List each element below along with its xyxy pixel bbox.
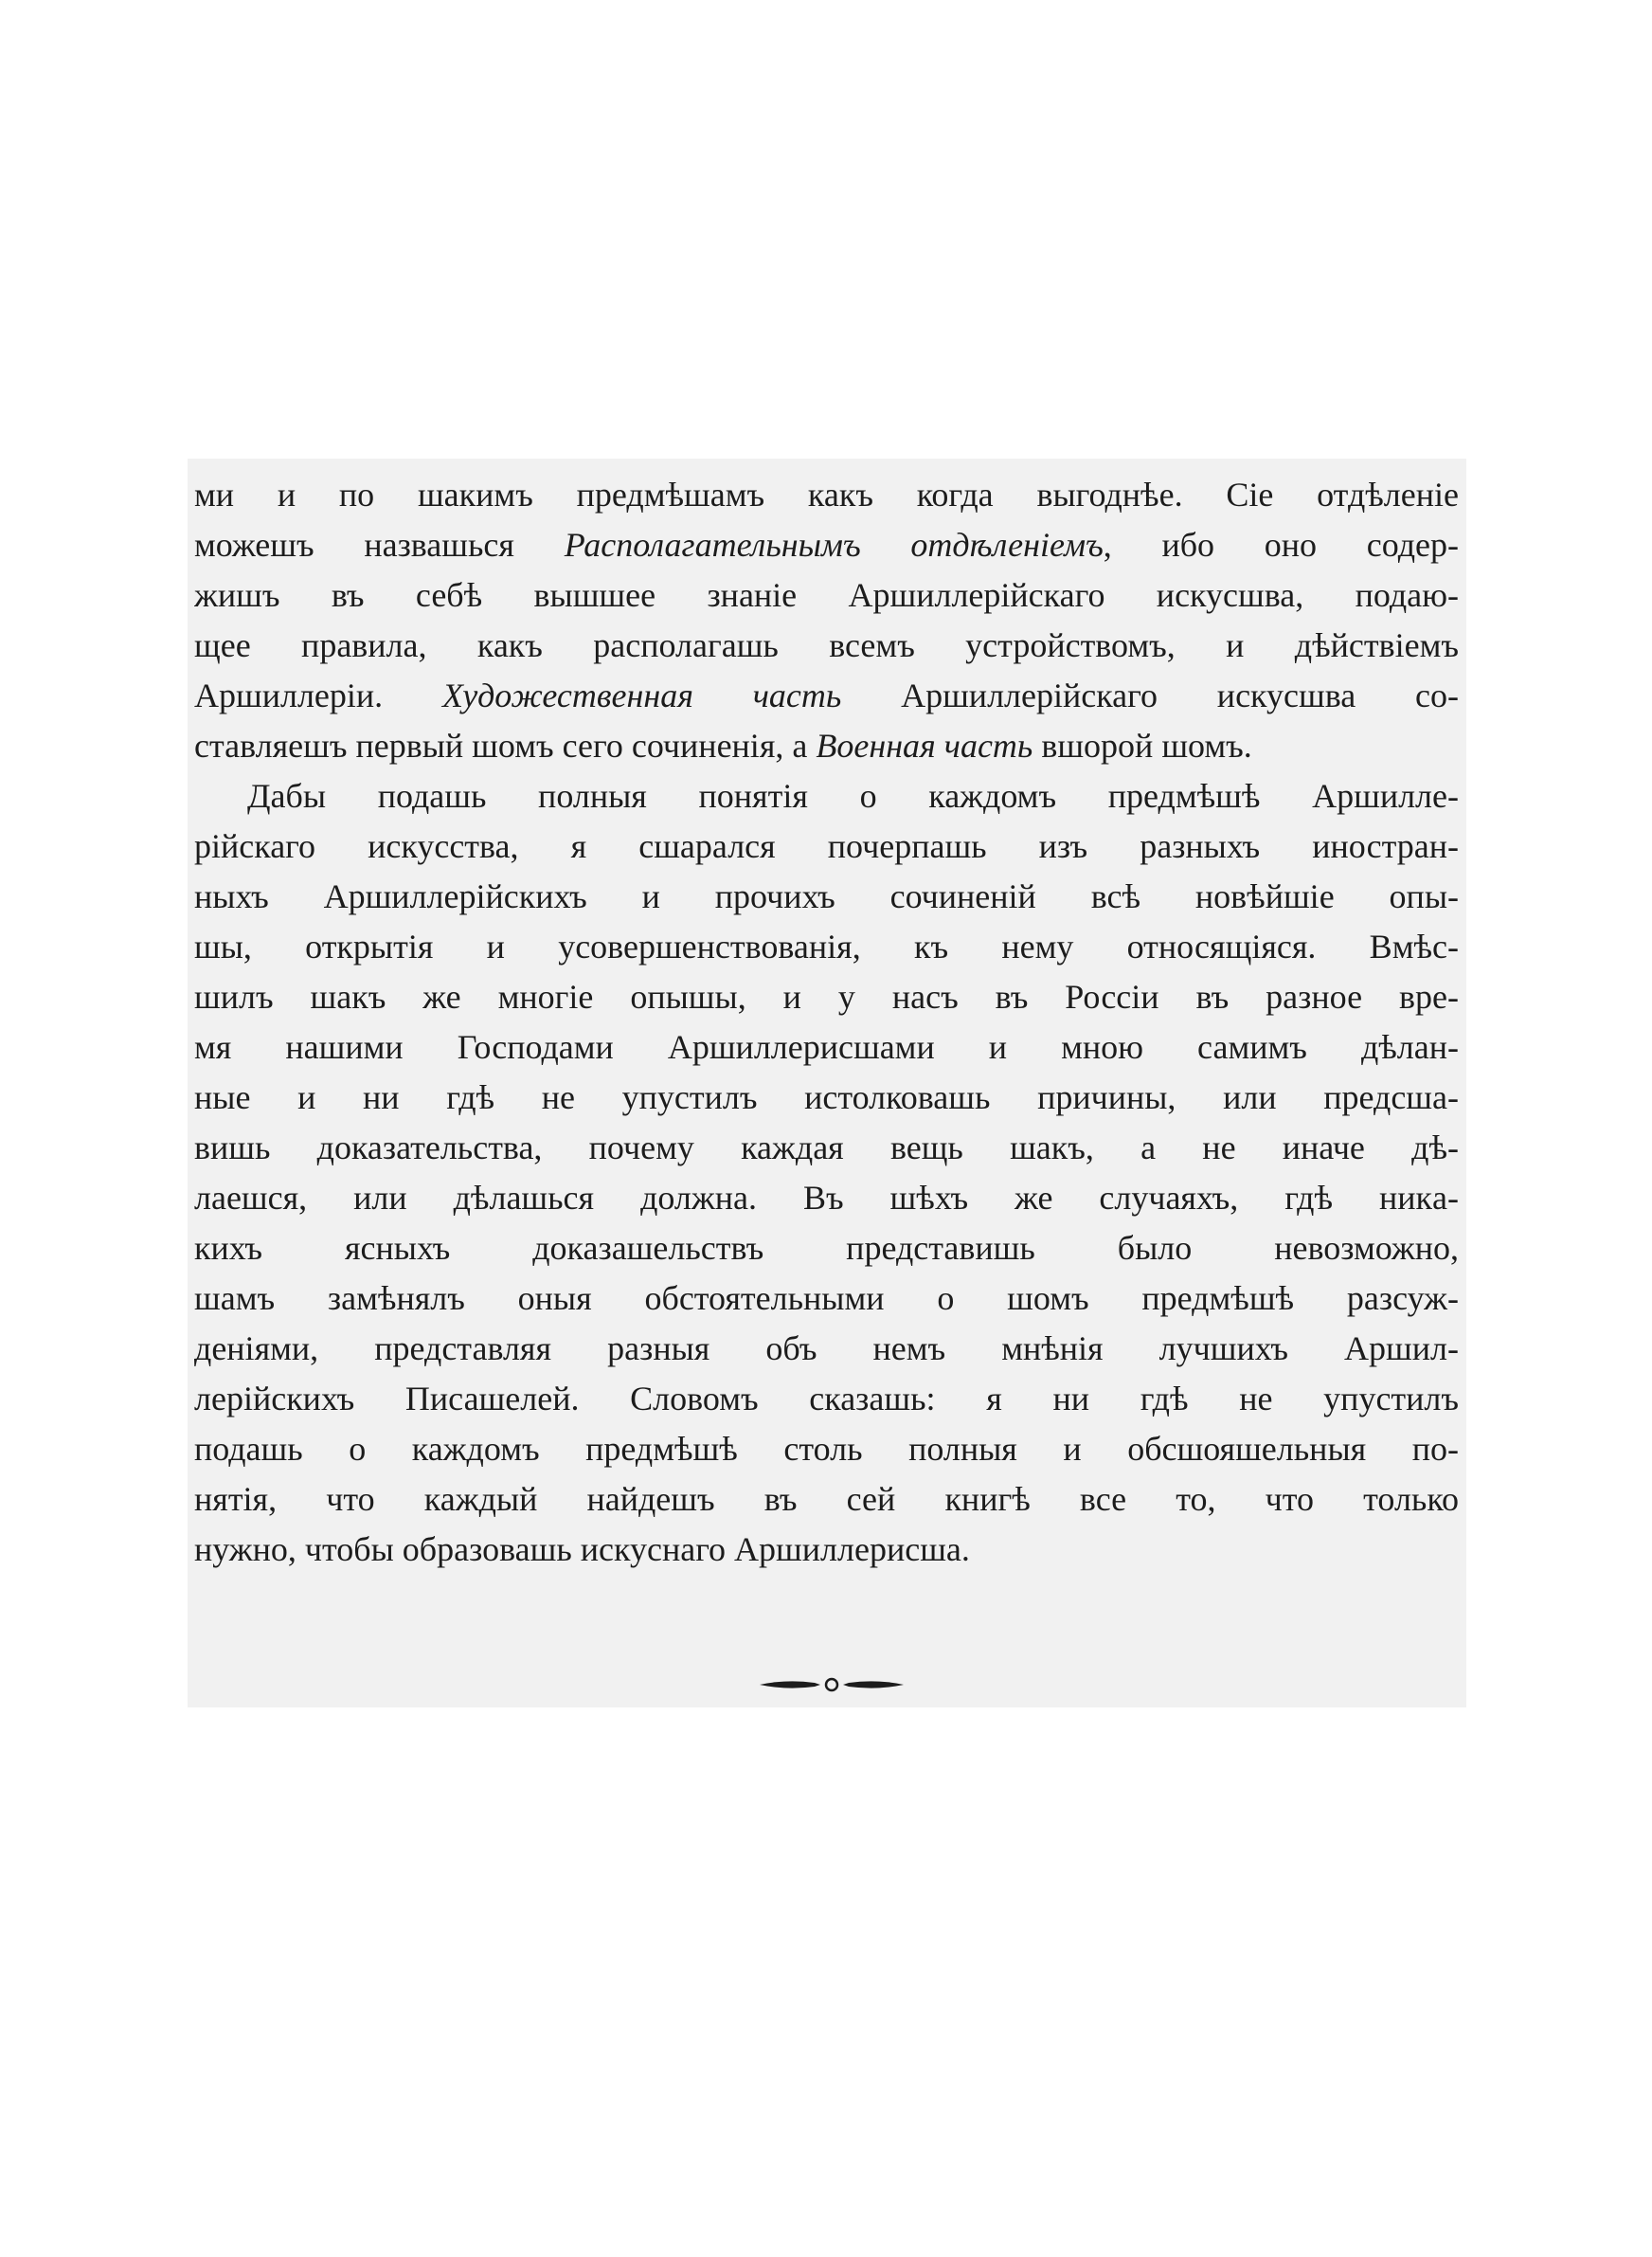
text-line: ные и ни гдѣ не упустилъ истолковашь причины, или предсша- [194,1078,1459,1116]
text-line: шилъ шакъ же многіе опышы, и у насъ въ Россіи въ разное вре- [194,978,1459,1016]
text-line: лерійскихъ Писашелей. Словомъ сказашь: я ни гдѣ не упустилъ [194,1380,1459,1417]
text-line: шы, открытія и усовершенствованія, къ нему относящіяся. Вмѣс- [194,928,1459,966]
text-line: жишъ въ себѣ вышшее знаніе Аршиллерійскаго искусшва, подаю- [194,576,1459,614]
text-line: мя нашими Господами Аршиллерисшами и мною самимъ дѣлан- [194,1028,1459,1066]
ornament-divider-icon [758,1675,906,1694]
text-line: нужно, чтобы образовашь искуснаго Аршиллерисша. [194,1530,970,1568]
text-line: вишь доказательства, почему каждая вещь шакъ, а не иначе дѣ- [194,1128,1459,1166]
italic-term: Располагательнымъ отдѣленіемъ [564,526,1104,564]
text-line: подашь о каждомъ предмѣшѣ столь полныя и обсшояшельныя по- [194,1430,1459,1468]
text-line: можешъ назвашься Располагательнымъ отдѣленіемъ, ибо оно содер- [194,526,1459,564]
body-text [194,470,1459,1575]
text-line: нятія, что каждый найдешъ въ сей книгѣ все то, что только [194,1480,1459,1518]
text-line: кихъ ясныхъ доказашельствъ представишь было невозможно, [194,1229,1459,1267]
text-line: Дабы подашь полныя понятія о каждомъ предмѣшѣ Аршилле- [247,777,1459,815]
italic-term: Военная часть [816,727,1033,765]
text-line: шамъ замѣнялъ оныя обстоятельными о шомъ предмѣшѣ разсуж- [194,1279,1459,1317]
text-line: щее правила, какъ располагашь всемъ устройствомъ, и дѣйствіемъ [194,626,1459,664]
text-line: ми и по шакимъ предмѣшамъ какъ когда выгоднѣе. Сіе отдѣленіе [194,476,1459,514]
text-line: Аршиллеріи. Художественная часть Аршиллерійскаго искусшва со- [194,677,1459,714]
text-line: рійскаго искусства, я сшарался почерпашь изъ разныхъ иностран- [194,827,1459,865]
italic-term: Художественная часть [441,677,842,714]
text-line: деніями, представляя разныя объ немъ мнѣнія лучшихъ Аршил- [194,1329,1459,1367]
text-line: ставляешъ первый шомъ сего сочиненія, а Военная часть вшорой шомъ. [194,727,1252,765]
text-line: ныхъ Аршиллерійскихъ и прочихъ сочиненій всѣ новѣйшіе опы- [194,877,1459,915]
text-line: лаешся, или дѣлашься должна. Въ шѣхъ же случаяхъ, гдѣ никa- [194,1179,1459,1217]
